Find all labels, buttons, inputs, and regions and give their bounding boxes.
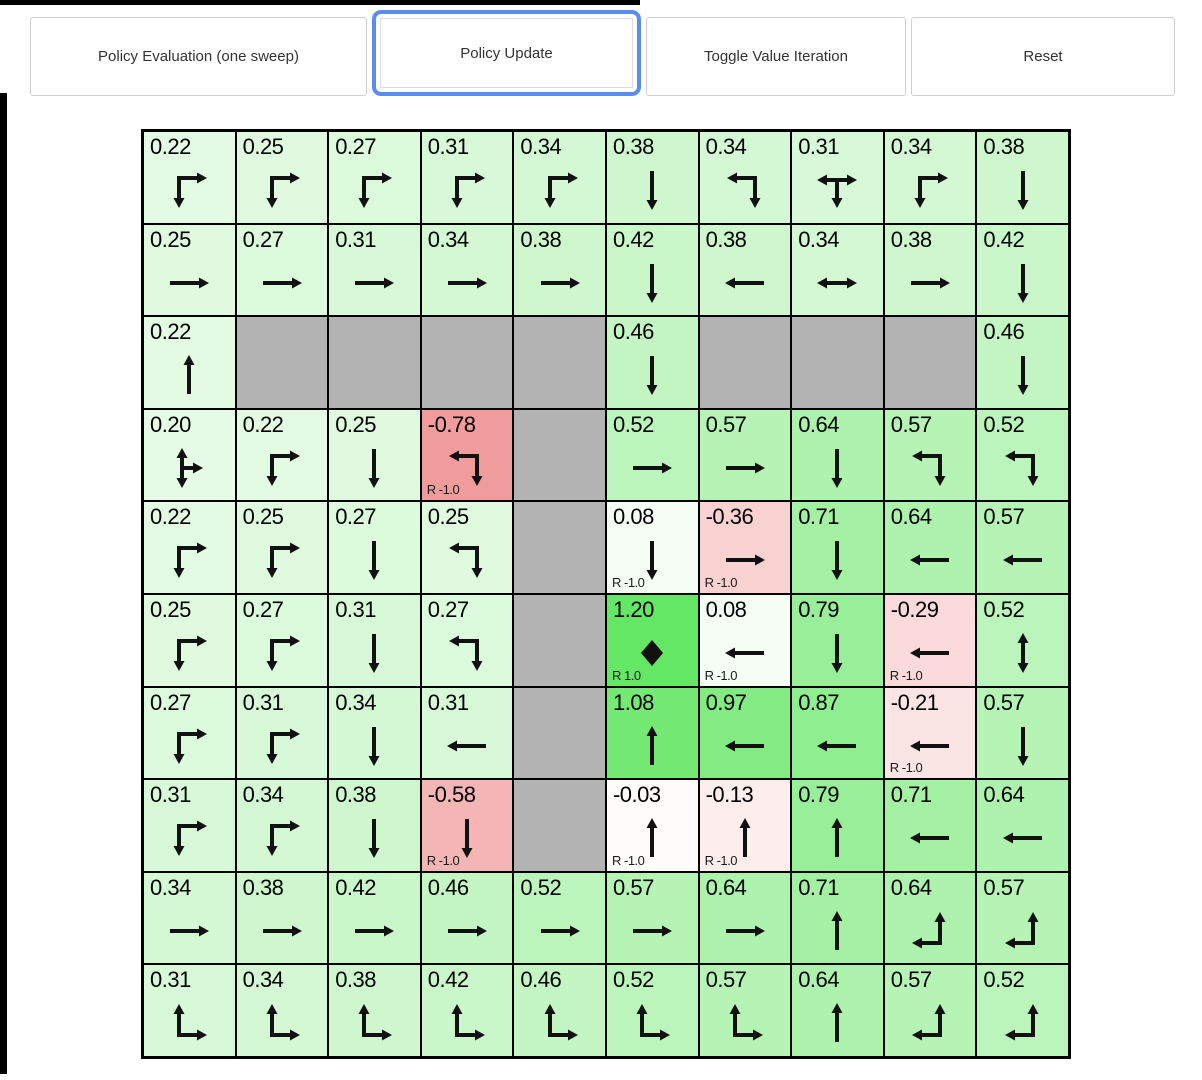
arrow-up-right-icon bbox=[258, 999, 306, 1047]
grid-cell bbox=[144, 780, 235, 871]
grid-cell bbox=[700, 780, 791, 871]
grid-cell bbox=[422, 965, 513, 1056]
arrow-up-right-down-icon bbox=[165, 444, 213, 492]
arrow-right-down-icon bbox=[258, 722, 306, 770]
arrow-down-icon bbox=[813, 444, 861, 492]
arrow-right-down-icon bbox=[258, 629, 306, 677]
grid-cell bbox=[144, 502, 235, 593]
arrow-right-down-icon bbox=[258, 444, 306, 492]
wall-cell bbox=[329, 317, 420, 408]
cell-value: 0.79 bbox=[798, 782, 840, 808]
arrow-right-icon bbox=[536, 259, 584, 307]
grid-cell bbox=[885, 965, 976, 1056]
cell-value: 0.46 bbox=[427, 874, 469, 900]
arrow-right-icon bbox=[443, 907, 491, 955]
arrow-right-down-icon bbox=[165, 814, 213, 862]
arrow-left-icon bbox=[999, 536, 1047, 584]
arrow-down-icon bbox=[350, 814, 398, 862]
grid-cell bbox=[329, 132, 420, 223]
grid-cell bbox=[792, 965, 883, 1056]
cell-value: 0.08 bbox=[612, 504, 654, 530]
grid-cell bbox=[792, 502, 883, 593]
cell-reward: R 1.0 bbox=[611, 667, 641, 683]
arrow-up-right-icon bbox=[443, 999, 491, 1047]
cell-value: 0.38 bbox=[612, 134, 654, 159]
grid-cell bbox=[792, 780, 883, 871]
cell-reward: R -1.0 bbox=[889, 667, 923, 683]
arrow-left-right-down-icon bbox=[813, 166, 861, 214]
cell-value: 0.42 bbox=[427, 967, 469, 993]
cell-value: 0.57 bbox=[705, 411, 747, 437]
cell-value: 0.57 bbox=[983, 689, 1025, 715]
cell-value: 0.42 bbox=[335, 874, 377, 900]
grid-cell bbox=[329, 965, 420, 1056]
cell-value: 1.08 bbox=[612, 689, 654, 715]
cell-value: 0.31 bbox=[335, 226, 377, 252]
wall-cell bbox=[514, 595, 605, 686]
arrow-right-down-icon bbox=[258, 814, 306, 862]
arrow-left-down-icon bbox=[906, 444, 954, 492]
cell-value: 0.71 bbox=[798, 874, 840, 900]
grid-cell bbox=[607, 317, 698, 408]
cell-value: 0.52 bbox=[983, 967, 1025, 993]
cell-value: 0.52 bbox=[520, 874, 562, 900]
grid-cell bbox=[422, 873, 513, 964]
arrow-up-right-icon bbox=[721, 999, 769, 1047]
cell-value: 0.52 bbox=[983, 411, 1025, 437]
grid-cell bbox=[700, 873, 791, 964]
grid-cell bbox=[977, 317, 1068, 408]
cell-value: 0.34 bbox=[798, 226, 840, 252]
cell-value: 0.25 bbox=[427, 504, 469, 530]
arrow-left-down-icon bbox=[443, 536, 491, 584]
arrow-down-icon bbox=[628, 166, 676, 214]
grid-cell bbox=[607, 780, 698, 871]
cell-value: -0.13 bbox=[705, 782, 754, 808]
grid-cell bbox=[977, 780, 1068, 871]
cell-value: 0.31 bbox=[150, 967, 191, 993]
arrow-right-icon bbox=[906, 259, 954, 307]
arrow-right-icon bbox=[350, 907, 398, 955]
arrow-down-icon bbox=[350, 629, 398, 677]
arrow-left-icon bbox=[906, 814, 954, 862]
grid-cell bbox=[885, 410, 976, 501]
arrow-left-down-icon bbox=[721, 166, 769, 214]
cell-value: 0.38 bbox=[705, 226, 747, 252]
arrow-right-down-icon bbox=[258, 536, 306, 584]
grid-cell bbox=[144, 132, 235, 223]
arrow-left-right-icon bbox=[813, 259, 861, 307]
grid-cell bbox=[422, 502, 513, 593]
grid-cell bbox=[607, 965, 698, 1056]
grid-cell bbox=[144, 595, 235, 686]
wall-cell bbox=[700, 317, 791, 408]
arrow-down-icon bbox=[350, 722, 398, 770]
cell-value: 0.34 bbox=[520, 134, 562, 159]
grid-cell bbox=[607, 688, 698, 779]
cell-value: -0.36 bbox=[705, 504, 754, 530]
arrow-left-icon bbox=[813, 722, 861, 770]
arrow-left-icon bbox=[999, 814, 1047, 862]
cell-value: 0.57 bbox=[612, 874, 654, 900]
wall-cell bbox=[885, 317, 976, 408]
cell-reward: R -1.0 bbox=[426, 852, 460, 868]
grid-cell bbox=[977, 595, 1068, 686]
cell-value: 0.52 bbox=[612, 967, 654, 993]
grid-cell bbox=[700, 688, 791, 779]
grid-cell bbox=[885, 780, 976, 871]
cell-reward: R -1.0 bbox=[611, 852, 645, 868]
grid-cell bbox=[977, 688, 1068, 779]
grid-cell bbox=[514, 965, 605, 1056]
cell-value: 0.52 bbox=[983, 596, 1025, 622]
cell-value: 0.38 bbox=[520, 226, 562, 252]
grid-cell bbox=[885, 688, 976, 779]
cell-value: 0.46 bbox=[612, 319, 654, 345]
grid-cell bbox=[607, 410, 698, 501]
cell-value: 0.31 bbox=[335, 596, 377, 622]
grid-cell bbox=[977, 965, 1068, 1056]
cell-value: 0.27 bbox=[150, 689, 191, 715]
grid-cell bbox=[422, 780, 513, 871]
grid-cell bbox=[422, 225, 513, 316]
cell-value: -0.29 bbox=[890, 596, 939, 622]
grid-cell bbox=[607, 595, 698, 686]
grid-cell bbox=[700, 595, 791, 686]
arrow-right-icon bbox=[721, 444, 769, 492]
wall-cell bbox=[237, 317, 328, 408]
grid-cell bbox=[237, 688, 328, 779]
arrow-up-left-icon bbox=[906, 999, 954, 1047]
arrow-up-down-icon bbox=[999, 629, 1047, 677]
grid-cell bbox=[792, 132, 883, 223]
arrow-right-down-icon bbox=[536, 166, 584, 214]
cell-value: 0.38 bbox=[890, 226, 932, 252]
cell-value: 0.38 bbox=[983, 134, 1025, 159]
wall-cell bbox=[514, 317, 605, 408]
grid-cell bbox=[792, 410, 883, 501]
cell-value: 0.71 bbox=[798, 504, 840, 530]
grid-cell bbox=[237, 410, 328, 501]
cell-value: 0.34 bbox=[890, 134, 932, 159]
wall-cell bbox=[514, 502, 605, 593]
grid-cell bbox=[144, 225, 235, 316]
arrow-left-icon bbox=[721, 259, 769, 307]
letterbox-top bbox=[0, 0, 640, 5]
grid-cell bbox=[329, 595, 420, 686]
arrow-right-icon bbox=[628, 907, 676, 955]
arrow-down-icon bbox=[999, 259, 1047, 307]
arrow-right-down-icon bbox=[906, 166, 954, 214]
cell-value: 0.34 bbox=[150, 874, 191, 900]
arrow-left-down-icon bbox=[999, 444, 1047, 492]
grid-cell bbox=[237, 502, 328, 593]
grid-cell bbox=[422, 410, 513, 501]
arrow-right-icon bbox=[258, 907, 306, 955]
arrow-down-icon bbox=[350, 444, 398, 492]
arrow-down-icon bbox=[813, 629, 861, 677]
cell-value: 0.27 bbox=[242, 596, 284, 622]
cell-value: 0.52 bbox=[612, 411, 654, 437]
grid-cell bbox=[607, 502, 698, 593]
cell-value: -0.03 bbox=[612, 782, 661, 808]
arrow-right-icon bbox=[628, 444, 676, 492]
cell-value: 0.46 bbox=[983, 319, 1025, 345]
cell-value: 0.31 bbox=[427, 134, 469, 159]
policy-update-button-label: Policy Update bbox=[380, 18, 633, 88]
cell-value: 0.34 bbox=[427, 226, 469, 252]
cell-value: 0.31 bbox=[798, 134, 840, 159]
cell-value: 0.57 bbox=[705, 967, 747, 993]
grid-cell bbox=[422, 132, 513, 223]
cell-value: 0.64 bbox=[890, 504, 932, 530]
arrow-down-icon bbox=[350, 536, 398, 584]
wall-cell bbox=[514, 780, 605, 871]
grid-cell bbox=[792, 225, 883, 316]
cell-value: 0.87 bbox=[798, 689, 840, 715]
cell-value: 0.71 bbox=[890, 782, 932, 808]
arrow-up-icon bbox=[813, 999, 861, 1047]
policy-update-button[interactable] bbox=[372, 10, 641, 96]
grid-cell bbox=[514, 873, 605, 964]
arrow-right-icon bbox=[258, 259, 306, 307]
grid-cell bbox=[977, 502, 1068, 593]
arrow-up-right-icon bbox=[165, 999, 213, 1047]
arrow-up-icon bbox=[813, 907, 861, 955]
arrow-right-icon bbox=[165, 259, 213, 307]
cell-value: 0.97 bbox=[705, 689, 747, 715]
toggle-value-iteration-button[interactable]: Toggle Value Iteration bbox=[646, 17, 906, 96]
grid-cell bbox=[237, 225, 328, 316]
grid-cell bbox=[237, 132, 328, 223]
cell-value: 0.57 bbox=[983, 504, 1025, 530]
cell-value: 0.27 bbox=[427, 596, 469, 622]
grid-cell bbox=[607, 132, 698, 223]
cell-value: 0.64 bbox=[983, 782, 1025, 808]
cell-value: 1.20 bbox=[612, 596, 654, 622]
grid-cell bbox=[237, 595, 328, 686]
arrow-right-down-icon bbox=[165, 629, 213, 677]
grid-cell bbox=[885, 502, 976, 593]
cell-value: 0.64 bbox=[798, 967, 840, 993]
cell-value: 0.08 bbox=[705, 596, 747, 622]
cell-reward: R -1.0 bbox=[704, 852, 737, 868]
cell-value: 0.34 bbox=[335, 689, 377, 715]
cell-reward: R -1.0 bbox=[426, 482, 460, 498]
arrow-down-icon bbox=[999, 722, 1047, 770]
cell-value: 0.27 bbox=[335, 134, 377, 159]
cell-value: -0.78 bbox=[427, 411, 476, 437]
arrow-left-icon bbox=[443, 722, 491, 770]
grid-cell bbox=[977, 410, 1068, 501]
grid-cell bbox=[700, 502, 791, 593]
cell-value: 0.34 bbox=[242, 782, 284, 808]
arrow-right-down-icon bbox=[165, 536, 213, 584]
grid-cell bbox=[144, 688, 235, 779]
grid-cell bbox=[329, 502, 420, 593]
cell-value: 0.64 bbox=[705, 874, 747, 900]
arrow-up-left-icon bbox=[999, 907, 1047, 955]
arrow-right-icon bbox=[721, 907, 769, 955]
cell-value: 0.34 bbox=[705, 134, 747, 159]
arrow-up-right-icon bbox=[628, 999, 676, 1047]
grid-cell bbox=[422, 595, 513, 686]
grid-cell bbox=[885, 132, 976, 223]
cell-value: -0.58 bbox=[427, 782, 476, 808]
cell-value: 0.31 bbox=[427, 689, 469, 715]
arrow-up-right-icon bbox=[350, 999, 398, 1047]
grid-cell bbox=[144, 965, 235, 1056]
cell-value: 0.42 bbox=[612, 226, 654, 252]
arrow-up-icon bbox=[628, 722, 676, 770]
cell-value: 0.31 bbox=[150, 782, 191, 808]
cell-reward: R -1.0 bbox=[704, 667, 737, 683]
cell-value: 0.22 bbox=[242, 411, 284, 437]
wall-cell bbox=[514, 410, 605, 501]
arrow-down-icon bbox=[999, 166, 1047, 214]
cell-value: 0.34 bbox=[242, 967, 284, 993]
grid-cell bbox=[700, 410, 791, 501]
grid-cell bbox=[977, 132, 1068, 223]
grid-cell bbox=[700, 132, 791, 223]
grid-cell bbox=[514, 132, 605, 223]
grid-cell bbox=[237, 873, 328, 964]
cell-value: 0.38 bbox=[335, 782, 377, 808]
arrow-up-icon bbox=[165, 351, 213, 399]
arrow-right-down-icon bbox=[165, 722, 213, 770]
cell-value: 0.57 bbox=[890, 967, 932, 993]
cell-value: 0.22 bbox=[150, 319, 191, 345]
grid-cell bbox=[792, 873, 883, 964]
grid-cell bbox=[329, 688, 420, 779]
arrow-down-icon bbox=[628, 351, 676, 399]
arrow-up-left-icon bbox=[906, 907, 954, 955]
cell-value: 0.38 bbox=[242, 874, 284, 900]
cell-value: 0.25 bbox=[335, 411, 377, 437]
cell-value: 0.27 bbox=[335, 504, 377, 530]
grid-cell bbox=[607, 225, 698, 316]
grid-cell bbox=[977, 873, 1068, 964]
cell-value: 0.42 bbox=[983, 226, 1025, 252]
gridworld bbox=[141, 129, 1071, 1059]
grid-cell bbox=[885, 595, 976, 686]
cell-value: 0.46 bbox=[520, 967, 562, 993]
arrow-right-icon bbox=[443, 259, 491, 307]
grid-cell bbox=[514, 225, 605, 316]
grid-cell bbox=[237, 780, 328, 871]
grid-cell bbox=[607, 873, 698, 964]
grid-cell bbox=[329, 873, 420, 964]
cell-reward: R -1.0 bbox=[611, 574, 645, 590]
wall-cell bbox=[422, 317, 513, 408]
policy-evaluation-button[interactable]: Policy Evaluation (one sweep) bbox=[30, 17, 367, 96]
cell-value: 0.57 bbox=[983, 874, 1025, 900]
arrow-up-left-icon bbox=[999, 999, 1047, 1047]
cell-value: 0.22 bbox=[150, 504, 191, 530]
grid-cell bbox=[144, 317, 235, 408]
reset-button[interactable]: Reset bbox=[911, 17, 1175, 96]
arrow-down-icon bbox=[628, 259, 676, 307]
arrow-left-down-icon bbox=[443, 629, 491, 677]
cell-value: 0.27 bbox=[242, 226, 284, 252]
arrow-right-icon bbox=[536, 907, 584, 955]
cell-value: 0.25 bbox=[242, 134, 284, 159]
cell-reward: R -1.0 bbox=[704, 574, 737, 590]
grid-cell bbox=[977, 225, 1068, 316]
cell-value: 0.79 bbox=[798, 596, 840, 622]
arrow-down-icon bbox=[999, 351, 1047, 399]
grid-cell bbox=[329, 780, 420, 871]
grid-cell bbox=[885, 873, 976, 964]
arrow-right-down-icon bbox=[165, 166, 213, 214]
cell-value: 0.57 bbox=[890, 411, 932, 437]
arrow-down-icon bbox=[813, 536, 861, 584]
cell-value: 0.31 bbox=[242, 689, 284, 715]
arrow-right-down-icon bbox=[443, 166, 491, 214]
arrow-right-icon bbox=[165, 907, 213, 955]
grid-cell bbox=[700, 225, 791, 316]
grid-cell bbox=[885, 225, 976, 316]
cell-value: 0.20 bbox=[150, 411, 191, 437]
grid-cell bbox=[329, 225, 420, 316]
cell-value: 0.64 bbox=[798, 411, 840, 437]
grid-cell bbox=[792, 688, 883, 779]
cell-reward: R -1.0 bbox=[889, 760, 923, 776]
arrow-up-right-icon bbox=[536, 999, 584, 1047]
cell-value: 0.25 bbox=[242, 504, 284, 530]
wall-cell bbox=[792, 317, 883, 408]
cell-value: -0.21 bbox=[890, 689, 939, 715]
grid-cell bbox=[144, 873, 235, 964]
grid-cell bbox=[422, 688, 513, 779]
cell-value: 0.25 bbox=[150, 226, 191, 252]
cell-value: 0.64 bbox=[890, 874, 932, 900]
arrow-left-icon bbox=[721, 722, 769, 770]
cell-value: 0.38 bbox=[335, 967, 377, 993]
wall-cell bbox=[514, 688, 605, 779]
grid-cell bbox=[144, 410, 235, 501]
cell-value: 0.25 bbox=[150, 596, 191, 622]
grid-cell bbox=[329, 410, 420, 501]
arrow-left-icon bbox=[906, 536, 954, 584]
grid-cell bbox=[700, 965, 791, 1056]
grid-cell bbox=[792, 595, 883, 686]
arrow-up-icon bbox=[813, 814, 861, 862]
arrow-right-down-icon bbox=[350, 166, 398, 214]
arrow-right-icon bbox=[350, 259, 398, 307]
cell-value: 0.22 bbox=[150, 134, 191, 159]
arrow-right-down-icon bbox=[258, 166, 306, 214]
grid-cell bbox=[237, 965, 328, 1056]
letterbox-left bbox=[0, 93, 7, 1074]
